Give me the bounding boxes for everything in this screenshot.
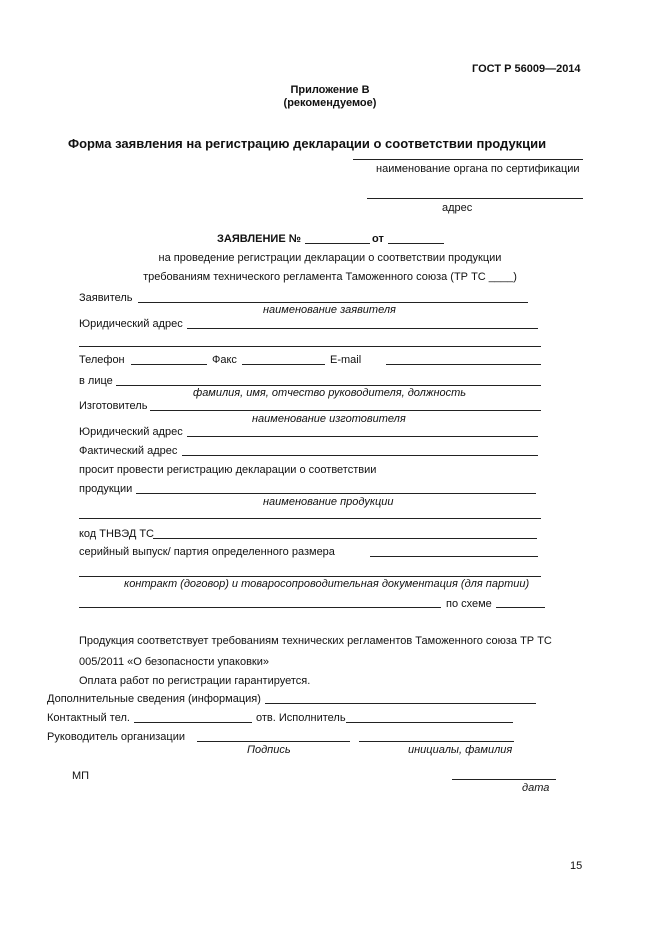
stamp-label: МП — [72, 770, 90, 782]
manufacturer-caption: наименование изготовителя — [252, 413, 406, 425]
application-number-line[interactable] — [305, 243, 370, 244]
contact-phone-label: Контактный тел. — [47, 712, 130, 724]
fax-line[interactable] — [242, 364, 325, 365]
additional-info-label: Дополнительные сведения (информация) — [47, 693, 261, 705]
initials-caption: инициалы, фамилия — [408, 744, 513, 756]
email-label: E-mail — [330, 354, 362, 366]
applicant-label: Заявитель — [79, 292, 133, 304]
payment-guarantee: Оплата работ по регистрации гарантируется. — [79, 675, 311, 687]
request-text: просит провести регистрацию декларации о соответствии — [79, 464, 377, 476]
application-number-label: ЗАЯВЛЕНИЕ № — [217, 233, 301, 245]
actual-address-line[interactable] — [182, 455, 538, 456]
scheme-line[interactable] — [496, 607, 545, 608]
signature-line[interactable] — [197, 741, 350, 742]
authority-name-line[interactable] — [353, 159, 583, 160]
executor-line[interactable] — [346, 722, 513, 723]
contract-caption: контракт (договор) и товаросопроводительная документация (для партии) — [124, 578, 530, 590]
phone-label: Телефон — [79, 354, 125, 366]
signature-caption: Подпись — [247, 744, 291, 756]
scheme-line-left[interactable] — [79, 607, 441, 608]
compliance-line-2: 005/2011 «О безопасности упаковки» — [79, 656, 269, 668]
appendix-title: Приложение В — [290, 84, 370, 96]
date-line[interactable] — [452, 779, 556, 780]
date-caption: дата — [522, 782, 550, 794]
appendix-subtitle: (рекомендуемое) — [283, 97, 377, 109]
purpose-line-1: на проведение регистрации декларации о соответствии продукции — [158, 252, 502, 264]
products-label: продукции — [79, 483, 133, 495]
batch-label: серийный выпуск/ партия определенного размера — [79, 546, 335, 558]
represented-by-label: в лице — [79, 375, 113, 387]
application-date-line[interactable] — [388, 243, 444, 244]
page-number: 15 — [570, 860, 583, 872]
authority-name-caption: наименование органа по сертификации — [376, 163, 580, 175]
applicant-caption: наименование заявителя — [263, 304, 396, 316]
legal-address-label: Юридический адрес — [79, 318, 183, 330]
represented-by-line[interactable] — [116, 385, 541, 386]
products-line-2[interactable] — [79, 518, 541, 519]
manufacturer-legal-address-label: Юридический адрес — [79, 426, 183, 438]
batch-line[interactable] — [370, 556, 538, 557]
scheme-label: по схеме — [446, 598, 492, 610]
additional-info-line[interactable] — [265, 703, 536, 704]
applicant-line[interactable] — [138, 302, 528, 303]
products-caption: наименование продукции — [263, 496, 394, 508]
initials-line[interactable] — [359, 741, 514, 742]
application-date-label: от — [372, 233, 384, 245]
executor-label: отв. Исполнитель — [256, 712, 346, 724]
compliance-line-1: Продукция соответствует требованиям технических регламентов Таможенного союза ТР ТС — [79, 635, 552, 647]
email-line[interactable] — [386, 364, 541, 365]
purpose-line-2: требованиям технического регламента Таможенного союза (ТР ТС ____) — [143, 271, 517, 283]
phone-line[interactable] — [131, 364, 207, 365]
director-label: Руководитель организации — [47, 731, 186, 743]
tnved-line[interactable] — [153, 538, 537, 539]
manufacturer-label: Изготовитель — [79, 400, 148, 412]
legal-address-line-2[interactable] — [79, 346, 541, 347]
fax-label: Факс — [212, 354, 237, 366]
standard-code: ГОСТ Р 56009—2014 — [472, 63, 581, 75]
contact-phone-line[interactable] — [134, 722, 252, 723]
manufacturer-legal-address-line[interactable] — [187, 436, 538, 437]
form-title: Форма заявления на регистрацию декларации о соответствии продукции — [68, 136, 547, 151]
authority-address-caption: адрес — [442, 202, 473, 214]
tnved-label: код ТНВЭД ТС — [79, 528, 154, 540]
authority-address-line[interactable] — [367, 198, 583, 199]
contract-line[interactable] — [79, 576, 541, 577]
actual-address-label: Фактический адрес — [79, 445, 178, 457]
products-line[interactable] — [136, 493, 536, 494]
represented-by-caption: фамилия, имя, отчество руководителя, должность — [193, 387, 467, 399]
manufacturer-line[interactable] — [150, 410, 541, 411]
legal-address-line[interactable] — [187, 328, 538, 329]
